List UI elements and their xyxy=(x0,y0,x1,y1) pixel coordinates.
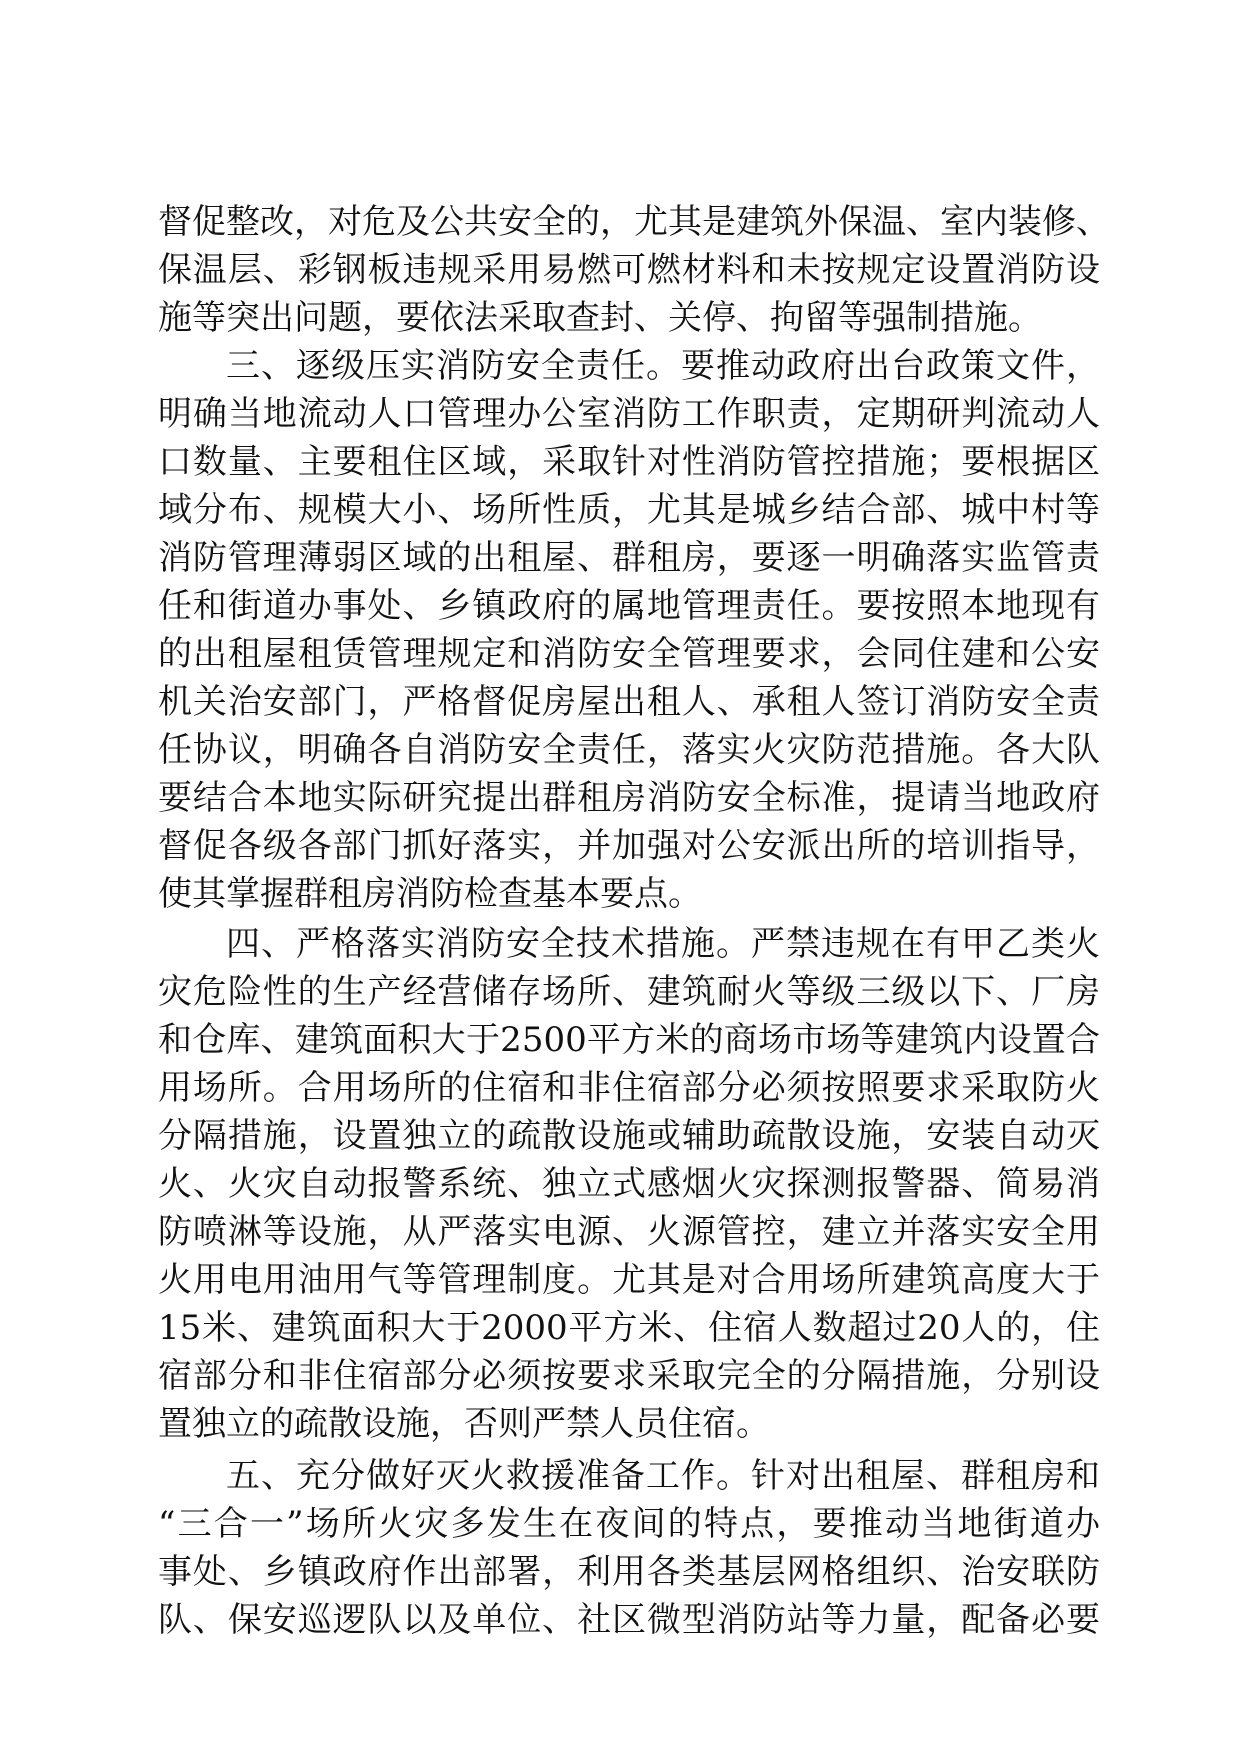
text-line: 机关治安部门，严格督促房屋出租人、承租人签订消防安全责 xyxy=(158,682,1100,722)
text-line: 任协议，明确各自消防安全责任，落实火灾防范措施。各大队 xyxy=(158,730,1100,770)
section-heading-line: 五、充分做好灭火救援准备工作。针对出租屋、群租房和 xyxy=(226,1456,1100,1496)
text-line: 口数量、主要租住区域，采取针对性消防管控措施；要根据区 xyxy=(158,442,1100,482)
text-line: 分隔措施，设置独立的疏散设施或辅助疏散设施，安装自动灭 xyxy=(158,1116,1100,1156)
text-line: 火用电用油用气等管理制度。尤其是对合用场所建筑高度大于 xyxy=(158,1260,1100,1300)
text-line: 督促各级各部门抓好落实，并加强对公安派出所的培训指导， xyxy=(158,826,1100,866)
text-line: 和仓库、建筑面积大于2500平方米的商场市场等建筑内设置合 xyxy=(158,1020,1100,1060)
text-line: 的出租屋租赁管理规定和消防安全管理要求，会同住建和公安 xyxy=(158,634,1100,674)
text-line: 施等突出问题，要依法采取查封、关停、拘留等强制措施。 xyxy=(158,298,1042,338)
text-line: 使其掌握群租房消防检查基本要点。 xyxy=(158,874,702,914)
text-line: 任和街道办事处、乡镇政府的属地管理责任。要按照本地现有 xyxy=(158,586,1100,626)
text-line: 灾危险性的生产经营储存场所、建筑耐火等级三级以下、厂房 xyxy=(158,972,1100,1012)
text-line: 域分布、规模大小、场所性质，尤其是城乡结合部、城中村等 xyxy=(158,490,1100,530)
section-heading-line: 三、逐级压实消防安全责任。要推动政府出台政策文件， xyxy=(226,346,1100,386)
text-line: 15米、建筑面积大于2000平方米、住宿人数超过20人的，住 xyxy=(158,1308,1100,1348)
text-line: 消防管理薄弱区域的出租屋、群租房，要逐一明确落实监管责 xyxy=(158,538,1100,578)
text-line: 置独立的疏散设施，否则严禁人员住宿。 xyxy=(158,1404,770,1444)
text-line: 防喷淋等设施，从严落实电源、火源管控，建立并落实安全用 xyxy=(158,1212,1100,1252)
text-line: 督促整改，对危及公共安全的，尤其是建筑外保温、室内装修、 xyxy=(158,202,1110,242)
text-line: 火、火灾自动报警系统、独立式感烟火灾探测报警器、简易消 xyxy=(158,1164,1100,1204)
text-line: 队、保安巡逻队以及单位、社区微型消防站等力量，配备必要 xyxy=(158,1600,1100,1640)
text-line: 宿部分和非住宿部分必须按要求采取完全的分隔措施，分别设 xyxy=(158,1356,1100,1396)
section-heading-line: 四、严格落实消防安全技术措施。严禁违规在有甲乙类火 xyxy=(226,924,1100,964)
text-line: 保温层、彩钢板违规采用易燃可燃材料和未按规定设置消防设 xyxy=(158,250,1100,290)
text-line: 要结合本地实际研究提出群租房消防安全标准，提请当地政府 xyxy=(158,778,1100,818)
text-line: 事处、乡镇政府作出部署，利用各类基层网格组织、治安联防 xyxy=(158,1552,1100,1592)
text-line: 用场所。合用场所的住宿和非住宿部分必须按照要求采取防火 xyxy=(158,1068,1100,1108)
text-line: “三合一”场所火灾多发生在夜间的特点，要推动当地街道办 xyxy=(158,1504,1100,1544)
text-line: 明确当地流动人口管理办公室消防工作职责，定期研判流动人 xyxy=(158,394,1100,434)
